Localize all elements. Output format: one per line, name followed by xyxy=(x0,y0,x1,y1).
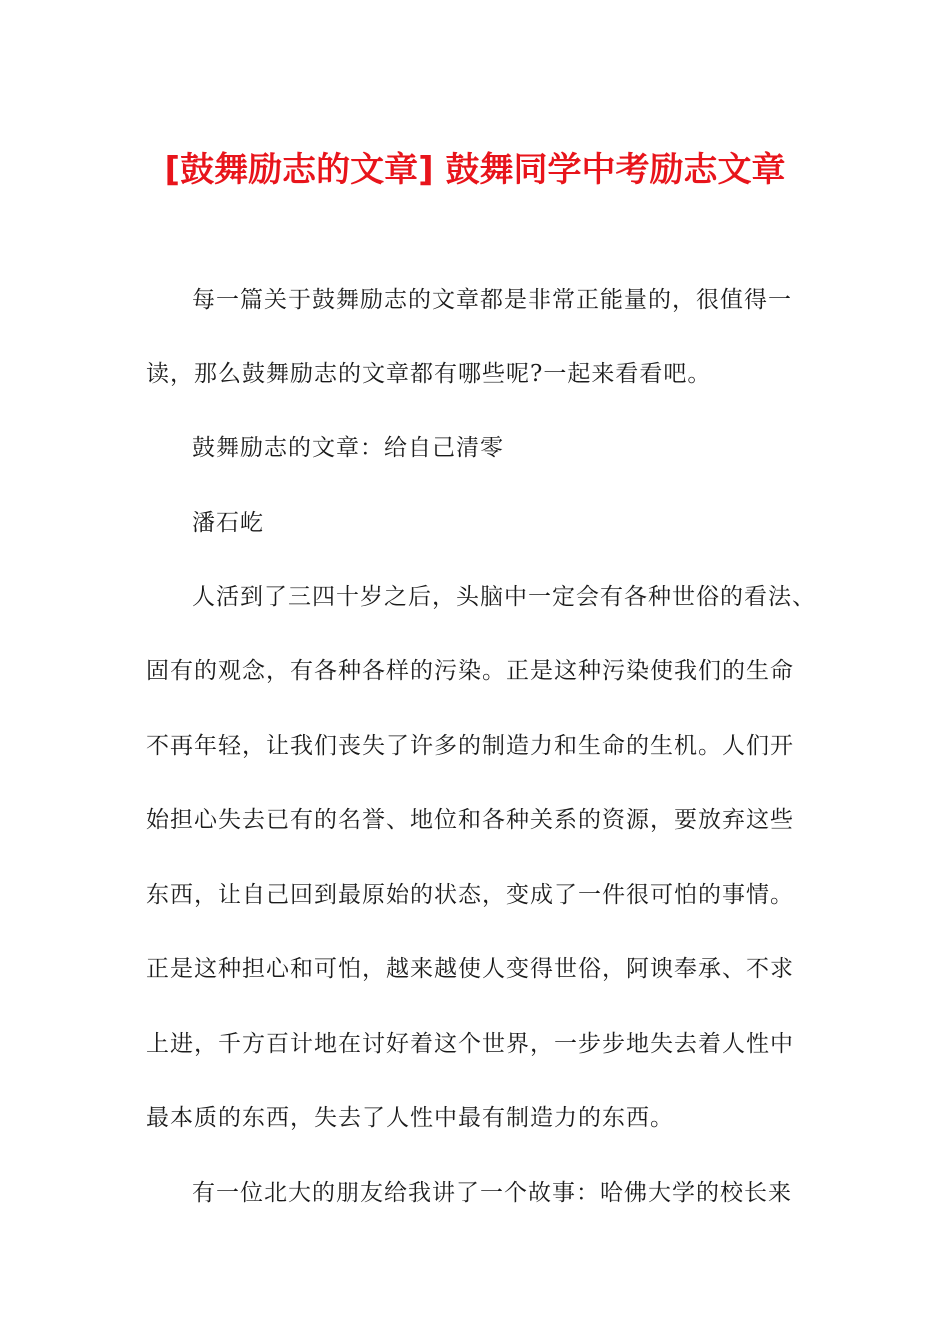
paragraph-line: 每一篇关于鼓舞励志的文章都是非常正能量的，很值得一 xyxy=(192,287,792,313)
paragraph-line: 不再年轻，让我们丧失了许多的制造力和生命的生机。人们开 xyxy=(146,733,794,759)
paragraph-line: 正是这种担心和可怕，越来越使人变得世俗，阿谀奉承、不求 xyxy=(146,956,794,982)
author-name: 潘石屹 xyxy=(192,510,264,536)
paragraph-line: 人活到了三四十岁之后，头脑中一定会有各种世俗的看法、 xyxy=(192,584,816,610)
paragraph-line: 读，那么鼓舞励志的文章都有哪些呢?一起来看看吧。 xyxy=(146,361,712,387)
paragraph-line: 上进，千方百计地在讨好着这个世界，一步步地失去着人性中 xyxy=(146,1031,794,1057)
paragraph-line: 始担心失去已有的名誉、地位和各种关系的资源，要放弃这些 xyxy=(146,807,794,833)
paragraph-line: 有一位北大的朋友给我讲了一个故事：哈佛大学的校长来 xyxy=(192,1180,792,1206)
section-heading: 鼓舞励志的文章：给自己清零 xyxy=(192,435,504,461)
paragraph-line: 东西，让自己回到最原始的状态，变成了一件很可怕的事情。 xyxy=(146,882,794,908)
document-title: [鼓舞励志的文章] 鼓舞同学中考励志文章 xyxy=(164,150,786,190)
paragraph-line: 固有的观念，有各种各样的污染。正是这种污染使我们的生命 xyxy=(146,658,794,684)
paragraph-line: 最本质的东西，失去了人性中最有制造力的东西。 xyxy=(146,1105,674,1131)
